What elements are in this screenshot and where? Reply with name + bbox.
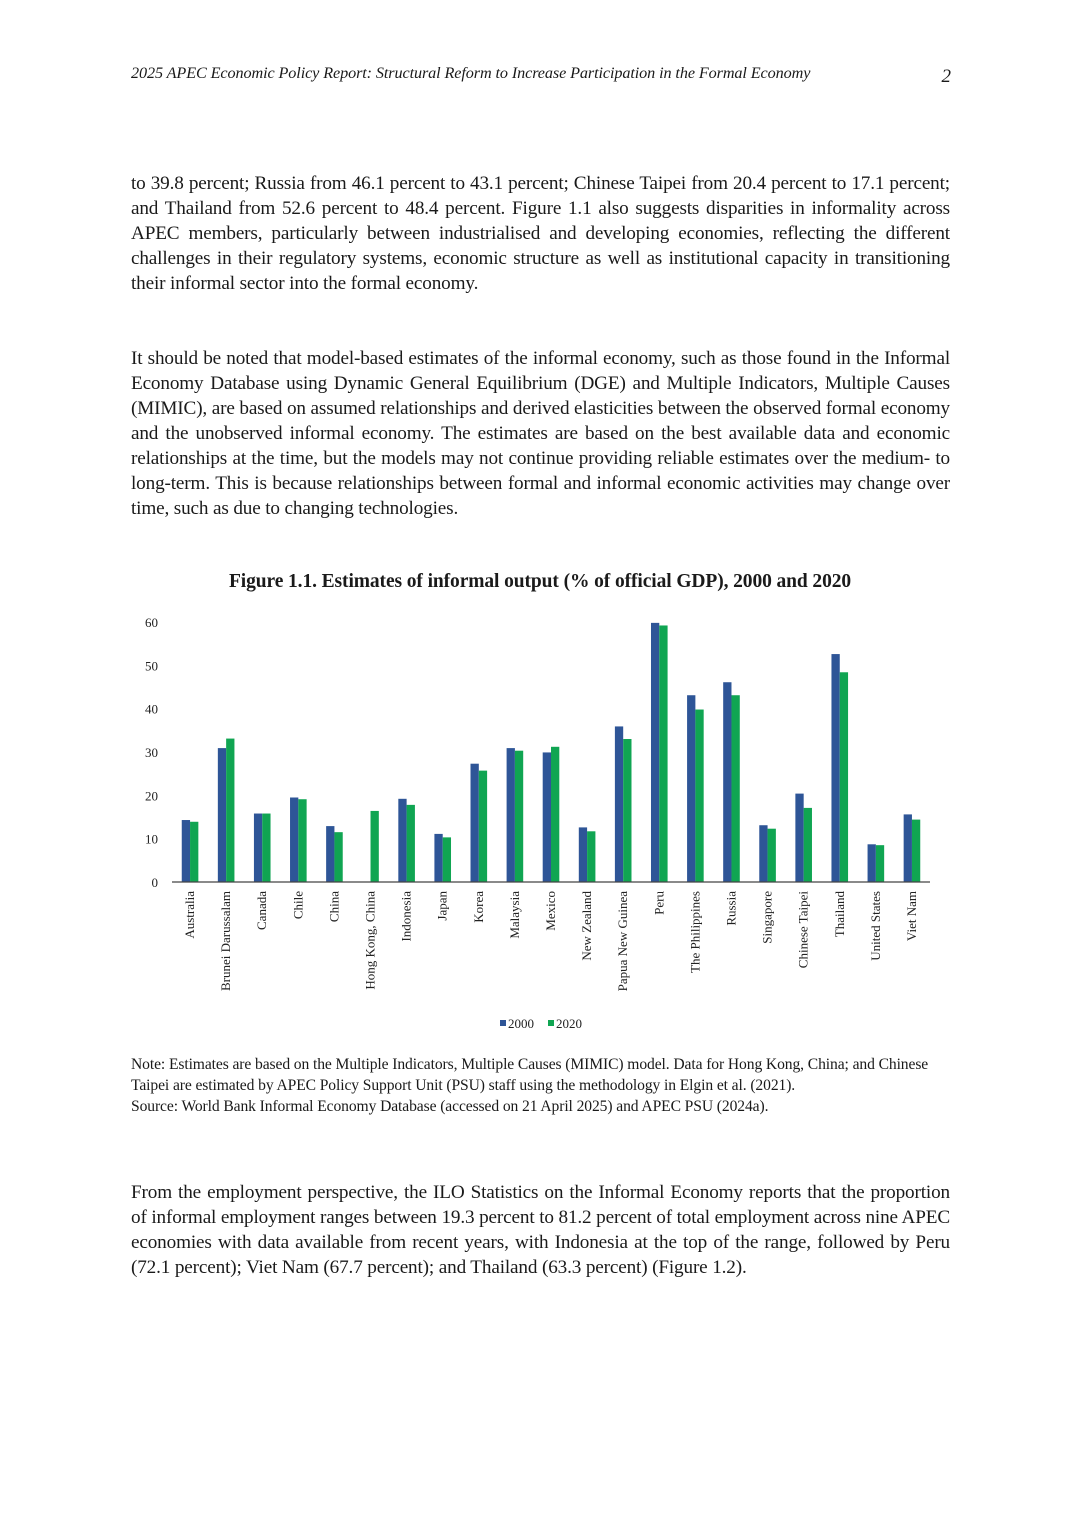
bar-2000-malaysia <box>507 748 515 882</box>
bar-2000-japan <box>434 834 442 882</box>
y-tick-label: 10 <box>145 831 158 847</box>
bar-2020-singapore <box>768 829 776 882</box>
bar-2000-mexico <box>543 752 551 882</box>
bar-2020-indonesia <box>407 805 415 882</box>
page-number: 2 <box>941 66 951 87</box>
y-tick-label: 30 <box>145 745 158 760</box>
figure-note: Note: Estimates are based on the Multiple Indicators, Multiple Causes (MIMIC) model. Data for Hong Kong, China; and Chinese Taipei are estimated by APEC Policy Support Unit (PSU) staff using the methodology in Elgin et al. (2021). <box>131 1056 929 1094</box>
x-tick-label: Japan <box>434 891 450 921</box>
bar-2020-the-philippines <box>695 710 703 882</box>
bar-2000-china <box>326 826 334 882</box>
x-tick-label: Viet Nam <box>903 891 919 942</box>
bar-2000-chinese-taipei <box>795 794 803 882</box>
bar-2000-peru <box>651 623 659 882</box>
x-tick-label: Thailand <box>831 891 847 938</box>
x-tick-label: Korea <box>470 891 486 923</box>
x-tick-label: Hong Kong, China <box>362 891 378 990</box>
bar-2020-china <box>334 832 342 882</box>
report-title: 2025 APEC Economic Policy Report: Structural Reform to Increase Participation in the Formal Economy <box>131 64 811 82</box>
x-tick-label: China <box>326 891 342 923</box>
bar-2020-japan <box>443 837 451 882</box>
bar-2020-chile <box>298 799 306 882</box>
x-tick-label: Singapore <box>759 891 775 944</box>
bar-2020-brunei-darussalam <box>226 739 234 882</box>
bar-2020-russia <box>731 695 739 882</box>
x-tick-label: New Zealand <box>579 891 595 961</box>
bar-2020-united-states <box>876 845 884 882</box>
bar-2020-australia <box>190 822 198 882</box>
bar-2000-australia <box>182 820 190 882</box>
bar-2020-thailand <box>840 672 848 882</box>
x-tick-label: Chile <box>290 891 306 920</box>
y-tick-label: 20 <box>145 788 158 804</box>
bar-2000-papua-new-guinea <box>615 726 623 882</box>
x-tick-label: The Philippines <box>687 891 703 973</box>
legend-swatch-2000 <box>500 1020 506 1026</box>
legend-label-2020: 2020 <box>556 1016 582 1031</box>
y-tick-label: 0 <box>151 875 158 890</box>
figure-title: Figure 1.1. Estimates of informal output (% of official GDP), 2000 and 2020 <box>228 571 852 592</box>
bar-2000-the-philippines <box>687 695 695 882</box>
bar-2020-mexico <box>551 747 559 882</box>
x-tick-label: Russia <box>723 891 739 926</box>
bar-2020-malaysia <box>515 751 523 882</box>
bar-2020-peru <box>659 625 667 882</box>
bar-2000-canada <box>254 814 262 882</box>
bar-2000-viet-nam <box>904 814 912 882</box>
legend-label-2000: 2000 <box>508 1016 534 1031</box>
x-tick-label: Canada <box>254 891 270 930</box>
figure-notes <box>131 1054 931 1117</box>
legend <box>500 1016 582 1031</box>
bar-chart <box>120 605 960 1045</box>
paragraph-text: From the employment perspective, the ILO Statistics on the Informal Economy reports that the proportion of informal employment ranges between 19.3 percent to 81.2 percent of total employment across nine APEC economies with data available from recent years, with Indonesia at the top of the range, followed by Peru (72.1 percent); Viet Nam (67.7 percent); and Thailand (63.3 percent) (Figure 1.2). <box>131 1182 950 1278</box>
bar-2020-canada <box>262 814 270 882</box>
paragraph-employment-perspective <box>131 1180 950 1280</box>
bar-2000-indonesia <box>398 799 406 882</box>
bar-2000-russia <box>723 682 731 882</box>
x-tick-label: Malaysia <box>506 891 522 939</box>
bar-2020-new-zealand <box>587 831 595 882</box>
bar-2000-thailand <box>831 654 839 882</box>
x-tick-label: Australia <box>182 891 198 939</box>
legend-swatch-2020 <box>548 1020 554 1026</box>
x-tick-label: Papua New Guinea <box>615 891 631 992</box>
bar-2020-hong-kong-china <box>371 811 379 882</box>
bar-2000-brunei-darussalam <box>218 748 226 882</box>
bar-2020-viet-nam <box>912 820 920 882</box>
bar-2000-singapore <box>759 825 767 882</box>
y-tick-label: 60 <box>145 615 158 630</box>
bars <box>182 623 921 882</box>
x-axis-labels <box>182 891 919 992</box>
bar-2000-united-states <box>868 844 876 882</box>
x-tick-label: Indonesia <box>398 891 414 942</box>
x-tick-label: Mexico <box>543 891 558 931</box>
paragraph-informality-trends <box>131 171 950 296</box>
bar-2020-korea <box>479 771 487 882</box>
figure-source: Source: World Bank Informal Economy Database (accessed on 21 April 2025) and APEC PSU (2024a). <box>131 1098 769 1115</box>
bar-2000-chile <box>290 798 298 883</box>
running-header <box>131 64 951 88</box>
bar-2020-chinese-taipei <box>804 808 812 882</box>
paragraph-model-caveats <box>131 346 950 521</box>
paragraph-text: to 39.8 percent; Russia from 46.1 percent to 43.1 percent; Chinese Taipei from 20.4 percent to 17.1 percent; and Thailand from 52.6 percent to 48.4 percent. Figure 1.1 also suggests disparities in informality across APEC members, particularly between industrialised and developing economies, reflecting the different challenges in their regulatory systems, economic structure as well as institutional capacity in transitioning their informal sector into the formal economy. <box>131 173 950 294</box>
y-tick-label: 50 <box>145 658 158 674</box>
bar-2000-korea <box>471 764 479 882</box>
y-axis <box>145 615 158 890</box>
x-tick-label: Chinese Taipei <box>795 891 811 969</box>
x-tick-label: United States <box>867 891 883 961</box>
x-tick-label: Peru <box>651 891 667 915</box>
y-tick-label: 40 <box>145 701 158 717</box>
bar-2020-papua-new-guinea <box>623 739 631 882</box>
x-tick-label: Brunei Darussalam <box>218 891 234 992</box>
bar-2000-new-zealand <box>579 827 587 882</box>
paragraph-text: It should be noted that model-based estimates of the informal economy, such as those found in the Informal Economy Database using Dynamic General Equilibrium (DGE) and Multiple Indicators, Multiple Causes (MIMIC), are based on assumed relationships and derived elasticities between the observed formal economy and the unobserved informal economy. The estimates are based on the best available data and economic relationships at the time, but the models may not continue providing reliable estimates over the medium- to long-term. This is because relationships between formal and informal economic activities may change over time, such as due to changing technologies. <box>131 348 950 519</box>
